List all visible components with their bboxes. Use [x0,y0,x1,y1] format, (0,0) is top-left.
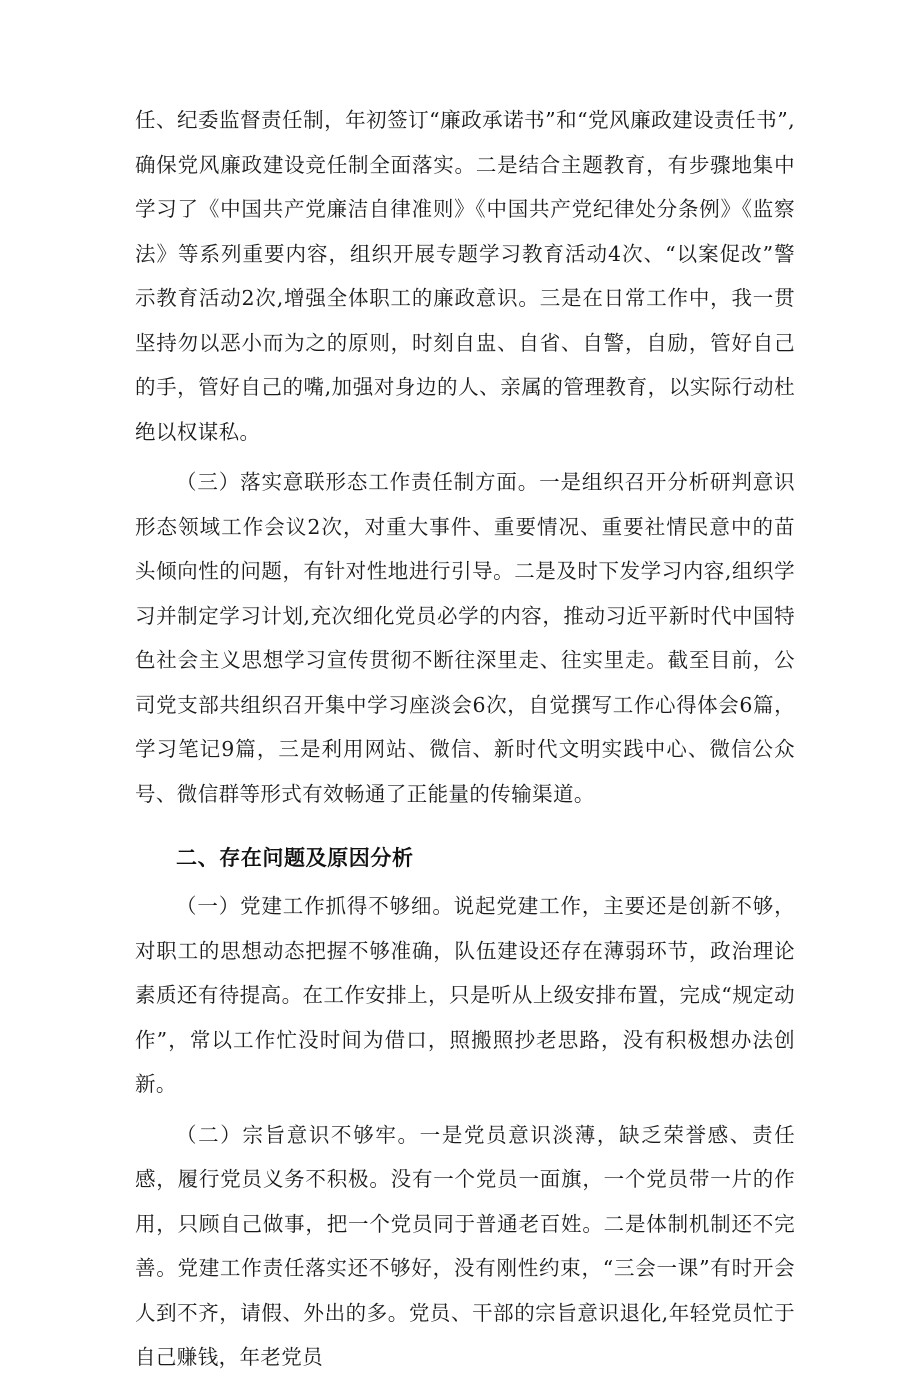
paragraph-problem-purpose-awareness: （二）宗旨意识不够牢。一是党员意识淡薄，缺乏荣誉感、责任感，履行党员义务不积极。没有一个党员一面旗，一个党员带一片的作用，只顾自己做事，把一个党员同于普通老百姓。二是体制机制还不完善。党建工作责任落实还不够好，没有刚性约束，“三会一课”有时开会人到不齐，请假、外出的多。党员、干部的宗旨意识退化,年轻党员忙于自己赚钱，年老党员 [135,1122,795,1369]
section-heading-problems: 二、存在问题及原因分析 [176,846,414,870]
paragraph-integrity-continued: 任、纪委监督责任制，年初签订“廉政承诺书”和“党风廉政建设责任书”,确保党风廉政建设竞任制全面落实。二是结合主题教育，有步骤地集中学习了《中国共产党廉洁自律准则》《中国共产党纪律处分条例》《监察法》等系列重要内容，组织开展专题学习教育活动4次、“以案促改”警示教育活动2次,增强全体职工的廉政意识。三是在日常工作中，我一贯坚持勿以恶小而为之的原则，时刻自盅、自省、自警，自励，管好自己的手，管好自己的嘴,加强对身边的人、亲属的管理教育，以实际行动杜绝以权谋私。 [135,108,795,444]
paragraph-problem-party-building: （一）党建工作抓得不够细。说起党建工作，主要还是创新不够，对职工的思想动态把握不够准确，队伍建设还存在薄弱环节，政治理论素质还有待提高。在工作安排上，只是听从上级安排布置，完成“规定动作”，常以工作忙没时间为借口，照搬照抄老思路，没有积极想办法创新。 [135,894,795,1096]
document-body [135,98,795,1380]
paragraph-ideology-responsibility: （三）落实意联形态工作责任制方面。一是组织召开分析研判意识形态领域工作会议2次，对重大事件、重要情况、重要社情民意中的苗头倾向性的问题，有针对性地进行引导。二是及时下发学习内容,组织学习并制定学习计划,充次细化党员必学的内容，推动习近平新时代中国特色社会主义思想学习宣传贯彻不断往深里走、往实里走。截至目前，公司党支部共组织召开集中学习座淡会6次，自觉撰写工作心得体会6篇，学习笔记9篇，三是利用网站、微信、新时代文明实践中心、微信公众号、微信群等形式有效畅通了正能量的传输渠道。 [135,470,795,806]
